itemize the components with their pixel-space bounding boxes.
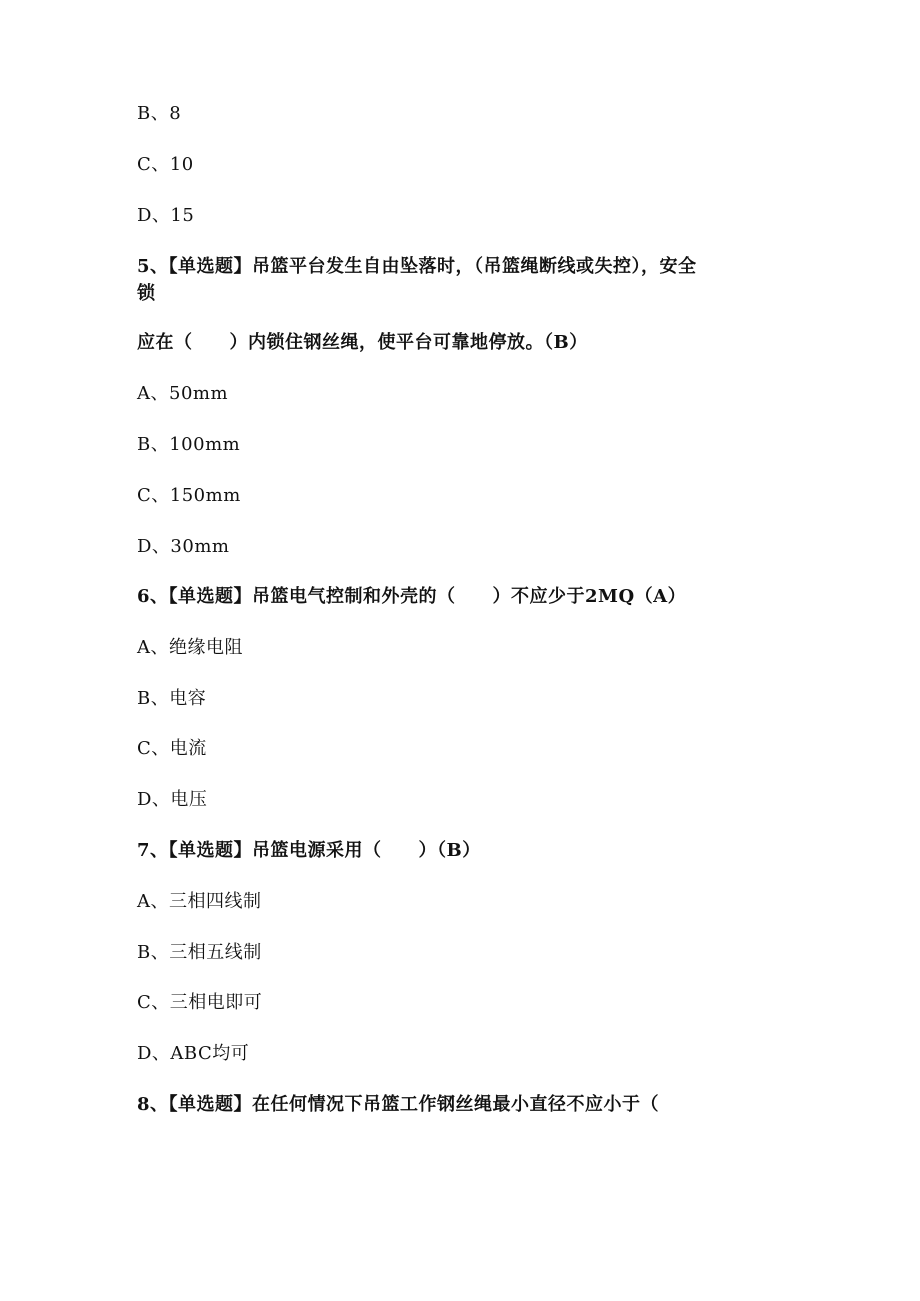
q6-option-b: B、电容 xyxy=(137,688,207,709)
q4-option-c: C、10 xyxy=(137,154,194,175)
q5-stem-line2: 锁 xyxy=(137,283,156,304)
q5-option-a: A、50mm xyxy=(137,383,229,404)
q7-option-a: A、三相四线制 xyxy=(137,891,262,912)
q8-stem: 8、【单选题】在任何情况下吊篮工作钢丝绳最小直径不应小于（ xyxy=(137,1094,660,1115)
q6-option-c: C、电流 xyxy=(137,738,207,759)
q5-stem-line1: 5、【单选题】吊篮平台发生自由坠落时，（吊篮绳断线或失控），安全 xyxy=(137,256,697,277)
q6-stem: 6、【单选题】吊篮电气控制和外壳的（ ）不应少于2MQ（A） xyxy=(137,586,687,607)
q7-option-d: D、ABC均可 xyxy=(137,1043,250,1064)
q7-stem: 7、【单选题】吊篮电源采用（ ）（B） xyxy=(137,840,481,861)
q4-option-b: B、8 xyxy=(137,103,182,124)
q4-option-d: D、15 xyxy=(137,205,195,226)
q5-stem-line3: 应在（ ）内锁住钢丝绳，使平台可靠地停放。（B） xyxy=(137,332,588,353)
q7-option-c: C、三相电即可 xyxy=(137,992,263,1013)
q7-option-b: B、三相五线制 xyxy=(137,942,262,963)
q5-option-c: C、150mm xyxy=(137,485,241,506)
q5-option-b: B、100mm xyxy=(137,434,241,455)
q6-option-a: A、绝缘电阻 xyxy=(137,637,243,658)
q5-option-d: D、30mm xyxy=(137,536,230,557)
q6-option-d: D、电压 xyxy=(137,789,208,810)
